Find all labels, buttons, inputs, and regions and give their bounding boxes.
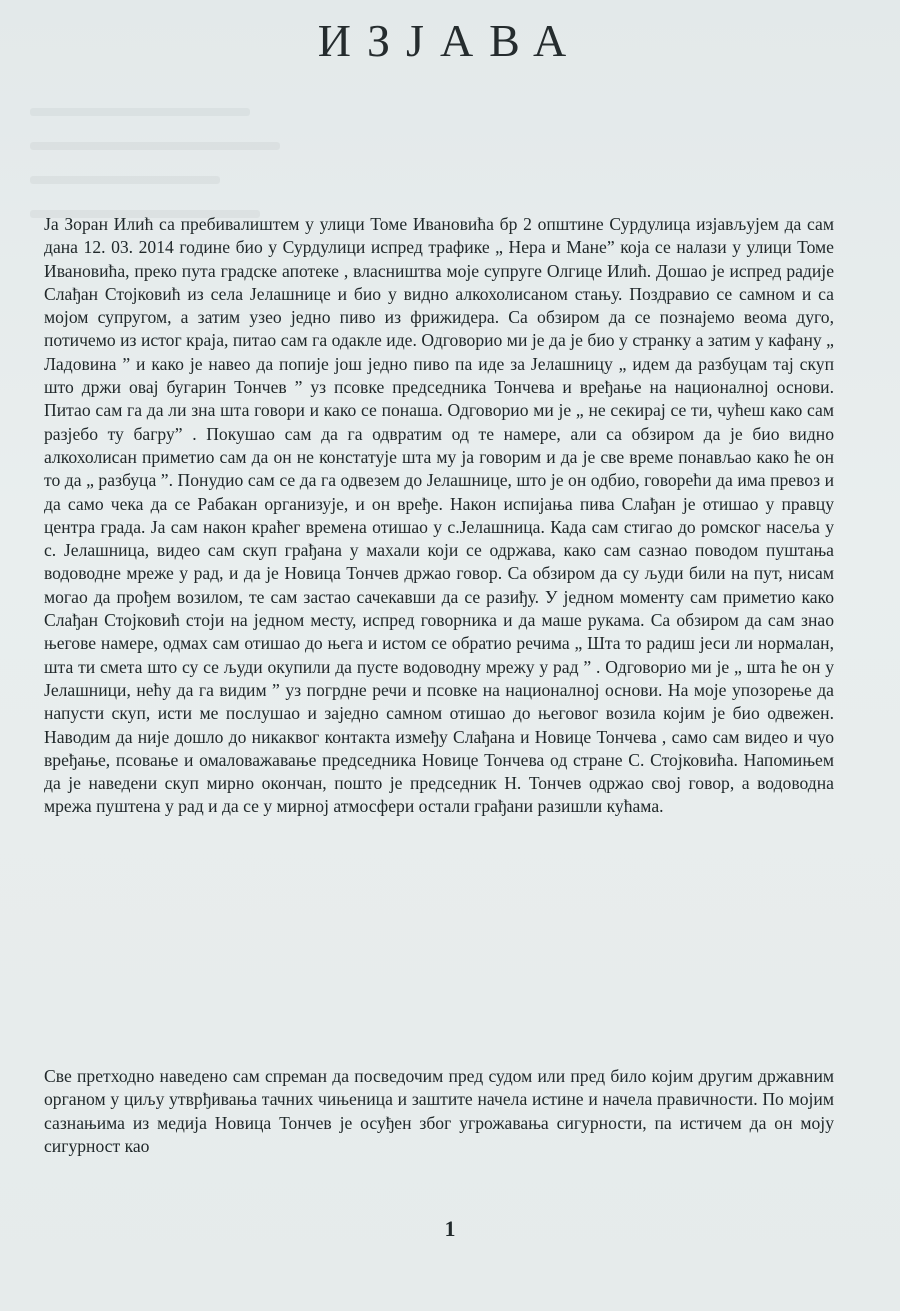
page-number: 1 xyxy=(444,1216,456,1241)
statement-paragraph-2: Све претходно наведено сам спреман да посведочим пред судом или пред било којим другим државним органом у циљу утврђивања тачних чињеница и заштите начела истине и начела правичности. По мојим сазнањима из медија Новица Тончев је осуђен због угрожавања сигурности, па истичем да он моју сигурност као xyxy=(44,1066,834,1156)
document-title: ИЗЈАВА xyxy=(317,15,583,66)
statement-paragraph-1: Ја Зоран Илић са пребивалиштем у улици Томе Ивановића бр 2 општине Сурдулица изјављујем да сам дана 12. 03. 2014 године био у Сурдулици испред трафике „ Нера и Мане” која се налази у улици Томе Ивановића, преко пута градске апотеке , власништва моје супруге Олгице Илић. Дошао је испред радије Слађан Стојковић из села Јелашнице и био у видно алкохолисаном стању. Поздравио се самном и са мојом супругом, а затим узео једно пиво из фрижидера. Са обзиром да се познајемо веома дуго, потичемо из истог краја, питао сам га одакле иде. Одговорио ми је да је био у странку а затим у кафану „ Ладовина ” и како је навео да попије још једно пиво па иде за Јелашницу „ идем да разбуцам тај скуп што држи овај бугарин Тончев ” уз псовке председника Тончева и вређање на националној основи. Питао сам га да ли зна шта говори и како се понаша. Одговорио ми је „ не секирај се ти, чућеш како сам разјебо ту багру” . Покушао сам да га одвратим од те намере, али са обзиром да је био видно алкохолисан приметио сам да он не констатује шта му ја говорим и да је све време понављао како ће он то да „ разбуца ”. Понудио сам се да га одвезем до Јелашнице, што је он одбио, говорећи да има превоз и да само чека да се Рабакан организује, и он вређе. Након испијања пива Слађан је отишао у правцу центра града. Ја сам након краћег времена отишао у с.Јелашница. Када сам стигао до ромског насеља у с. Јелашница, видео сам скуп грађана у махали који се одржава, како сам сазнао поводом пуштања водоводне мреже у рад, и да је Новица Тончев држао говор. Са обзиром да су људи били на пут, нисам могао да прођем возилом, те сам застао сачекавши да се разиђу. У једном моменту сам приметио како Слађан Стојковић стоји на једном месту, испред говорника и да маше рукама. Са обзиром да сам знао његове намере, одмах сам отишао до њега и истом се обратио речима „ Шта то радиш јеси ли нормалан, шта ти смета што су се људи окупили да пусте водоводну мрежу у рад ” . Одговорио ми је „ шта ће он у Јелашници, нећу да га видим ” уз погрдне речи и псовке на националној основи. На моје упозорење да напусти скуп, исти ме послушао и заједно самном отишао до његовог возила којим је био одвежен. Наводим да није дошло до никаквог контакта између Слађана и Новице Тончева , само сам видео и чуо вређање, псовање и омаловажавање председника Новице Тончева од стране С. Стојковића. Напомињем да је наведени скуп мирно окончан, пошто је председник Н. Тончев одржао свој говор, а водоводна мрежа пуштена у рад и да се у мирној атмосфери остали грађани разишли кућама. xyxy=(44,214,834,817)
